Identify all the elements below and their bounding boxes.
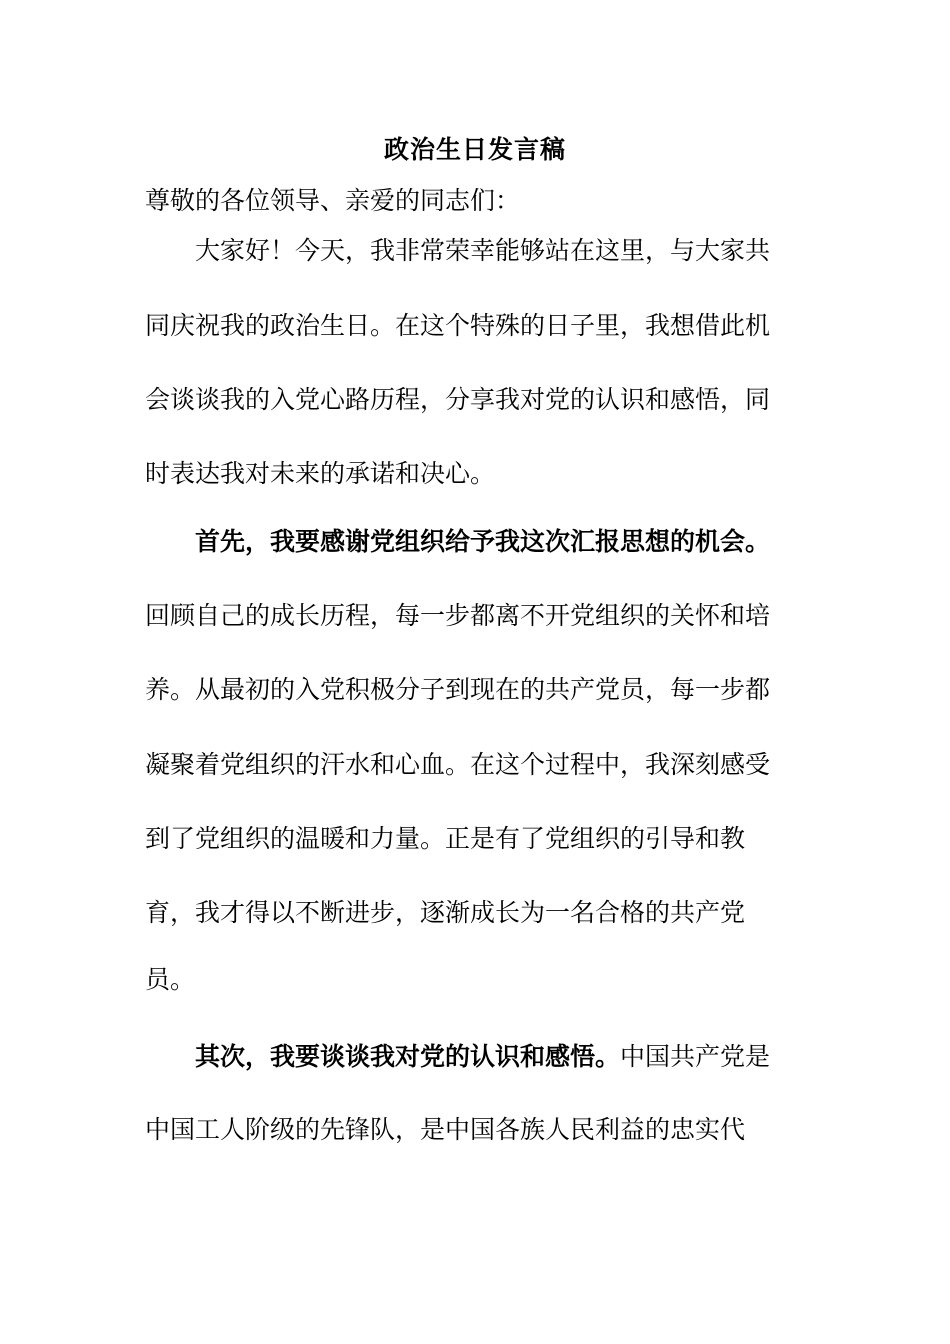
document-title: 政治生日发言稿 [383, 135, 566, 164]
line-text: 养。从最初的入党积极分子到现在的共产党员，每一步都 [145, 675, 771, 704]
paragraph-line [145, 745, 805, 785]
paragraph-line [145, 454, 805, 494]
line-text: 会谈谈我的入党心路历程，分享我对党的认识和感悟，同 [145, 385, 771, 414]
bold-text: 首先，我要感谢党组织给予我这次汇报思想的机会。 [195, 527, 771, 556]
line-text: 大家好！今天，我非常荣幸能够站在这里，与大家共 [195, 236, 771, 265]
paragraph-line [195, 522, 805, 562]
line-text: 回顾自己的成长历程，每一步都离不开党组织的关怀和培 [145, 601, 771, 630]
line-text: 中国共产党是 [620, 1042, 771, 1071]
salutation: 尊敬的各位领导、亲爱的同志们： [145, 186, 521, 215]
paragraph-line [145, 596, 805, 636]
paragraph-line [145, 960, 805, 1000]
paragraph-line [195, 1037, 805, 1077]
line-text: 中国工人阶级的先锋队，是中国各族人民利益的忠实代 [145, 1115, 746, 1144]
line-text: 到了党组织的温暖和力量。正是有了党组织的引导和教 [145, 824, 746, 853]
bold-text: 其次，我要谈谈我对党的认识和感悟。 [195, 1042, 621, 1071]
paragraph-line [145, 306, 805, 346]
paragraph-line [145, 1110, 805, 1150]
paragraph-line [145, 380, 805, 420]
paragraph-line [145, 819, 805, 859]
line-text: 时表达我对未来的承诺和决心。 [145, 459, 496, 488]
paragraph-line [195, 231, 805, 271]
paragraph-line [145, 670, 805, 710]
line-text: 员。 [145, 965, 196, 994]
line-text: 育，我才得以不断进步，逐渐成长为一名合格的共产党 [145, 898, 746, 927]
line-text: 凝聚着党组织的汗水和心血。在这个过程中，我深刻感受 [145, 750, 771, 779]
paragraph-line [145, 893, 805, 933]
line-text: 同庆祝我的政治生日。在这个特殊的日子里，我想借此机 [145, 311, 771, 340]
